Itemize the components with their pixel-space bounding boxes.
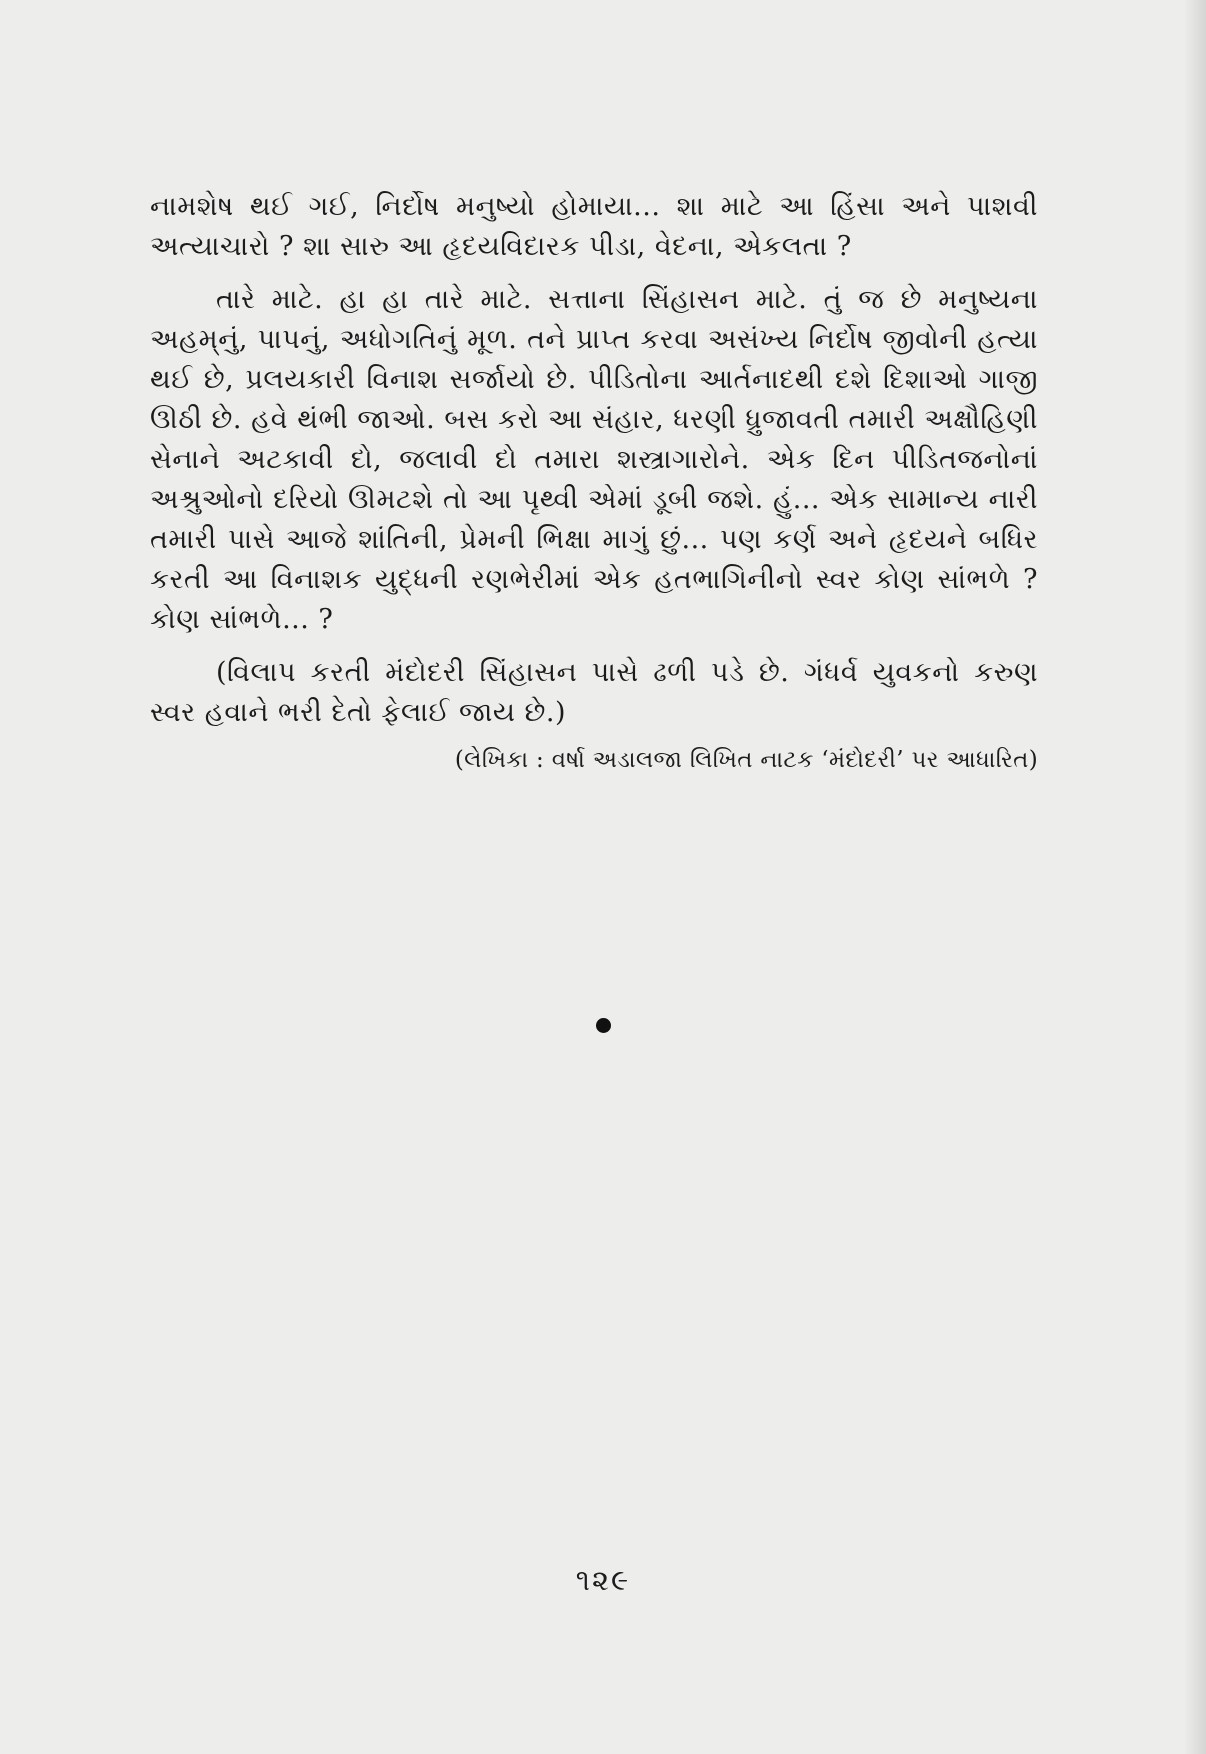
- page-text-block: [150, 187, 1038, 777]
- section-end-bullet: [596, 1018, 611, 1033]
- source-credit: (લેખિકા : વર્ષા અડાલજા લિખિત નાટક ‘મંદોદરી’ પર આધારિત): [454, 747, 1038, 773]
- page-number: ૧૨૯: [575, 1563, 631, 1597]
- paragraph-continuation: નામશેષ થઈ ગઈ, નિર્દોષ મનુષ્યો હોમાયા... શા માટે આ હિંસા અને પાશવી અત્યાચારો ? શા સારુ આ હૃદયવિદારક પીડા, વેદના, એકલતા ?: [150, 191, 1038, 262]
- page-edge-shadow: [1184, 0, 1206, 1754]
- paragraph-stage-direction: (વિલાપ કરતી મંદોદરી સિંહાસન પાસે ઢળી પડે છે. ગંધર્વ યુવકનો કરુણ સ્વર હવાને ભરી દેતો ફેલાઈ જાય છે.): [150, 657, 1038, 728]
- paragraph-monologue: તારે માટે. હા હા તારે માટે. સત્તાના સિંહાસન માટે. તું જ છે મનુષ્યના અહમ્‌નું, પાપનું, અધોગતિનું મૂળ. તને પ્રાપ્ત કરવા અસંખ્ય નિર્દોષ જીવોની હત્યા થઈ છે, પ્રલયકારી વિનાશ સર્જાયો છે. પીડિતોના આર્તનાદથી દશે દિશાઓ ગાજી ઊઠી છે. હવે થંભી જાઓ. બસ કરો આ સંહાર, ધરણી ધ્રુજાવતી તમારી અક્ષૌહિણી સેનાને અટકાવી દો, જલાવી દો તમારા શસ્ત્રાગારોને. એક દિન પીડિતજનોનાં અશ્રુઓનો દરિયો ઊમટશે તો આ પૃથ્વી એમાં ડૂબી જશે. હું... એક સામાન્ય નારી તમારી પાસે આજે શાંતિની, પ્રેમની ભિક્ષા માગું છું... પણ કર્ણ અને હૃદયને બધિર કરતી આ વિનાશક યુદ્ધની રણભેરીમાં એક હતભાગિનીનો સ્વર કોણ સાંભળે ? કોણ સાંભળે... ?: [150, 284, 1038, 635]
